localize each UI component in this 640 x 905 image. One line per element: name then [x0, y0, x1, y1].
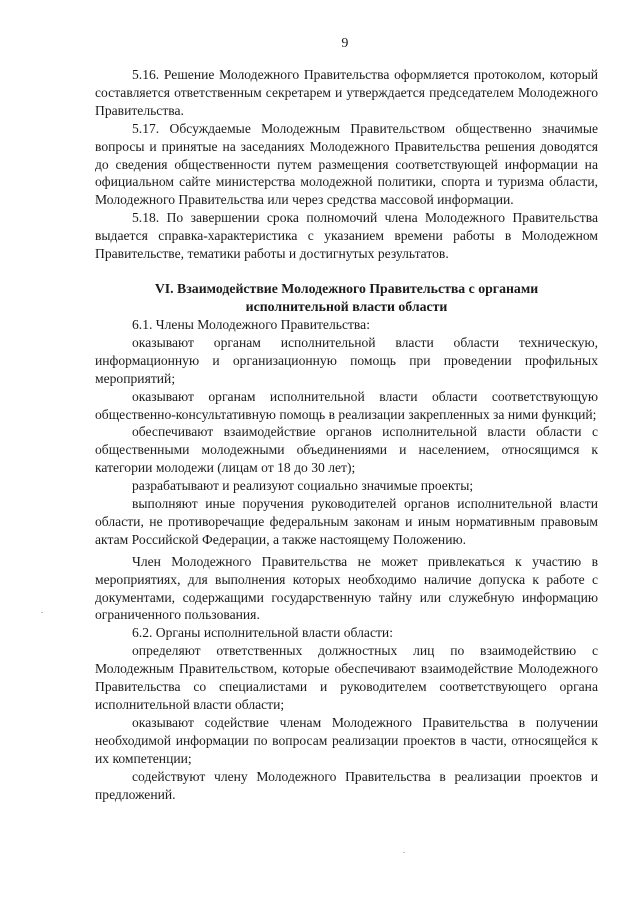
- list-item: оказывают содействие членам Молодежного Правительства в получении необходимой информации по вопросам реализации проектов в части, относящейся к их компетенции;: [95, 714, 598, 766]
- list-item: оказывают органам исполнительной власти области техническую, информационную и организационную помощь при проведении профильных мероприятий;: [95, 334, 598, 386]
- section-heading-line-2: исполнительной власти области: [245, 298, 448, 314]
- list-item: обеспечивают взаимодействие органов исполнительной власти области с общественными молодежными объединениями и населением, относящимся к категории молодежи (лицам от 18 до 30 лет);: [95, 424, 598, 476]
- list-item: оказывают органам исполнительной власти области соответствующую общественно-консультативную помощь в реализации закрепленных за ними функций;: [95, 388, 598, 422]
- restriction-paragraph: Член Молодежного Правительства не может привлекаться к участию в мероприятиях, для выполнения которых необходимо наличие допуска к работе с документами, содержащими государственную тайну или служебную информацию ограниченного пользования.: [95, 553, 598, 623]
- list-item: разрабатывают и реализуют социально значимые проекты;: [132, 478, 474, 494]
- list-item: содействуют члену Молодежного Правительства в реализации проектов и предложений.: [95, 768, 598, 802]
- paragraph-6-2: 6.2. Органы исполнительной власти области:: [132, 625, 393, 641]
- paragraph-6-1: 6.1. Члены Молодежного Правительства:: [132, 316, 370, 332]
- scan-speck: [403, 852, 405, 853]
- scan-speck: [41, 612, 43, 613]
- list-item: выполняют иные поручения руководителей органов исполнительной власти области, не противоречащие федеральным законам и иным нормативным правовым актам Российской Федерации, а также настоящему Положению.: [95, 496, 598, 547]
- section-heading-line-1: VI. Взаимодействие Молодежного Правительства с органами: [154, 280, 539, 296]
- list-item: определяют ответственных должностных лиц по взаимодействию с Молодежным Правительством, которые обеспечивают взаимодействие Молодежного Правительства со специалистами и руководителем соответствующего органа исполнительной власти области;: [95, 643, 598, 712]
- page-number: 9: [341, 36, 349, 51]
- paragraph-5-17: 5.17. Обсуждаемые Молодежным Правительством общественно значимые вопросы и принятые на заседаниях Молодежного Правительства решения доводятся до сведения общественности путем размещения соответствующей информации на официальном сайте министерства молодежной политики, спорта и туризма области, Молодежного Правительства или через средства массовой информации.: [95, 120, 598, 208]
- paragraph-5-16: 5.16. Решение Молодежного Правительства оформляется протоколом, который составляется ответственным секретарем и утверждается председателем Молодежного Правительства.: [95, 67, 598, 118]
- paragraph-5-18: 5.18. По завершении срока полномочий члена Молодежного Правительства выдается справка-характеристика с указанием времени работы в Молодежном Правительстве, тематики работы и достигнутых результатов.: [95, 210, 598, 262]
- document-body: [95, 66, 598, 803]
- section-heading: [95, 280, 598, 316]
